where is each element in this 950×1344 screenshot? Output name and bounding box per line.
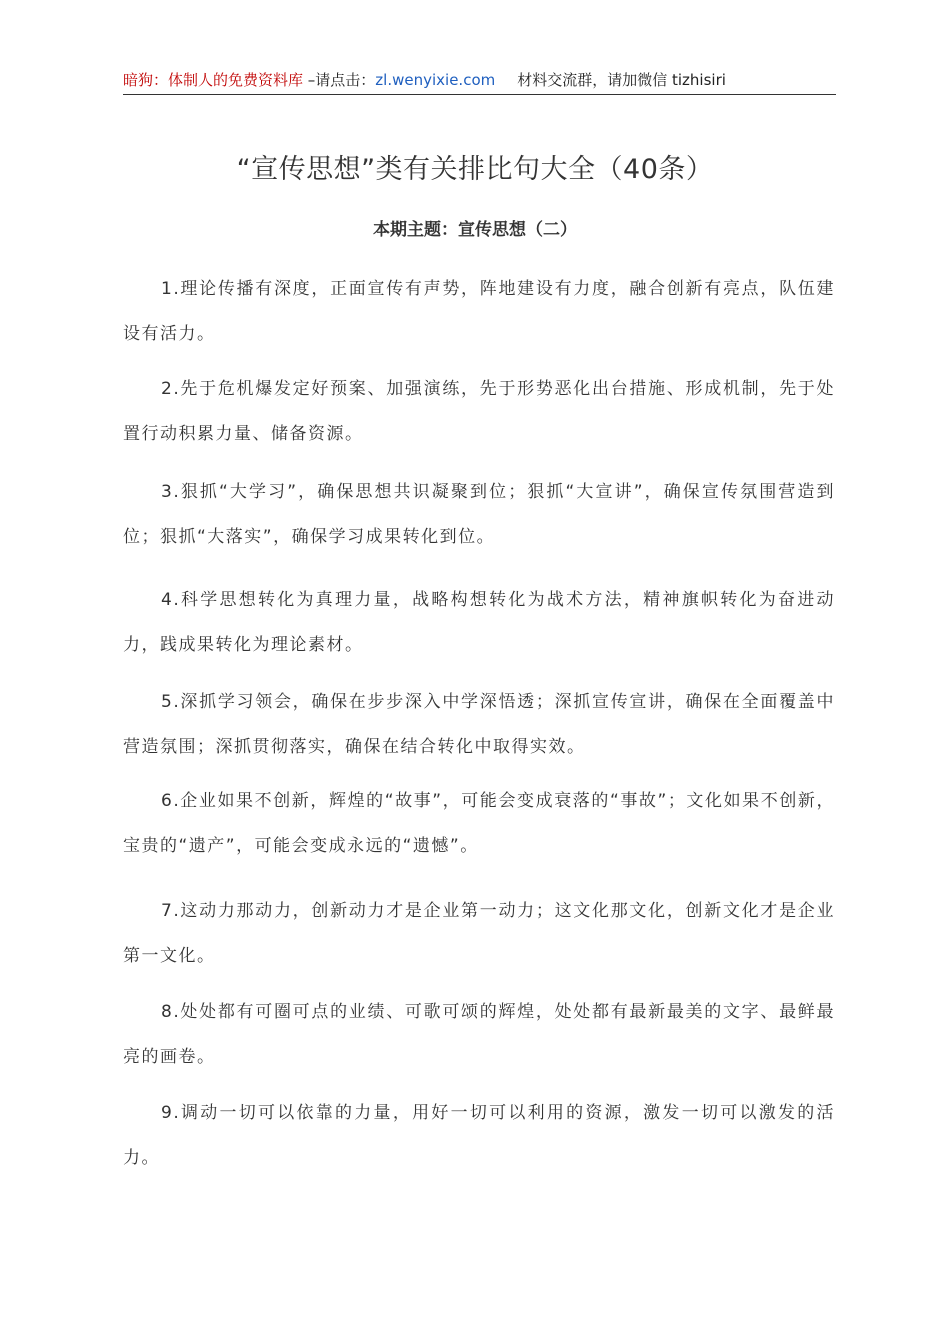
header-contact: 材料交流群，请加微信 tizhisiri (517, 71, 726, 89)
page-header (123, 68, 836, 95)
header-link[interactable]: zl.wenyixie.com (375, 71, 496, 89)
list-item-7: 7.这动力那动力，创新动力才是企业第一动力；这文化那文化，创新文化才是企业第一文化。 (123, 901, 835, 966)
list-item-5: 5.深抓学习领会，确保在步步深入中学深悟透；深抓宣传宣讲，确保在全面覆盖中营造氛围；深抓贯彻落实，确保在结合转化中取得实效。 (123, 692, 835, 757)
list-item-1: 1.理论传播有深度，正面宣传有声势，阵地建设有力度，融合创新有亮点，队伍建设有活力。 (123, 279, 835, 344)
list-item-2: 2.先于危机爆发定好预案、加强演练，先于形势恶化出台措施、形成机制，先于处置行动积累力量、储备资源。 (123, 379, 835, 444)
document-subtitle: 本期主题：宣传思想（二） (373, 220, 577, 240)
list-item-6: 6.企业如果不创新，辉煌的“故事”，可能会变成衰落的“事故”；文化如果不创新，宝贵的“遗产”，可能会变成永远的“遗憾”。 (123, 791, 835, 856)
header-prompt: –请点击： (303, 71, 376, 89)
list-item-4: 4.科学思想转化为真理力量，战略构想转化为战术方法，精神旗帜转化为奋进动力，践成果转化为理论素材。 (123, 590, 835, 655)
list-item-3: 3.狠抓“大学习”，确保思想共识凝聚到位；狠抓“大宣讲”，确保宣传氛围营造到位；狠抓“大落实”，确保学习成果转化到位。 (123, 482, 835, 547)
list-item-8: 8.处处都有可圈可点的业绩、可歌可颂的辉煌，处处都有最新最美的文字、最鲜最亮的画卷。 (123, 1002, 835, 1067)
list-item-9: 9.调动一切可以依靠的力量，用好一切可以利用的资源，激发一切可以激发的活力。 (123, 1103, 835, 1168)
document-title: “宣传思想”类有关排比句大全（40条） (236, 154, 714, 185)
header-brand: 暗狗：体制人的免费资料库 (123, 71, 304, 89)
